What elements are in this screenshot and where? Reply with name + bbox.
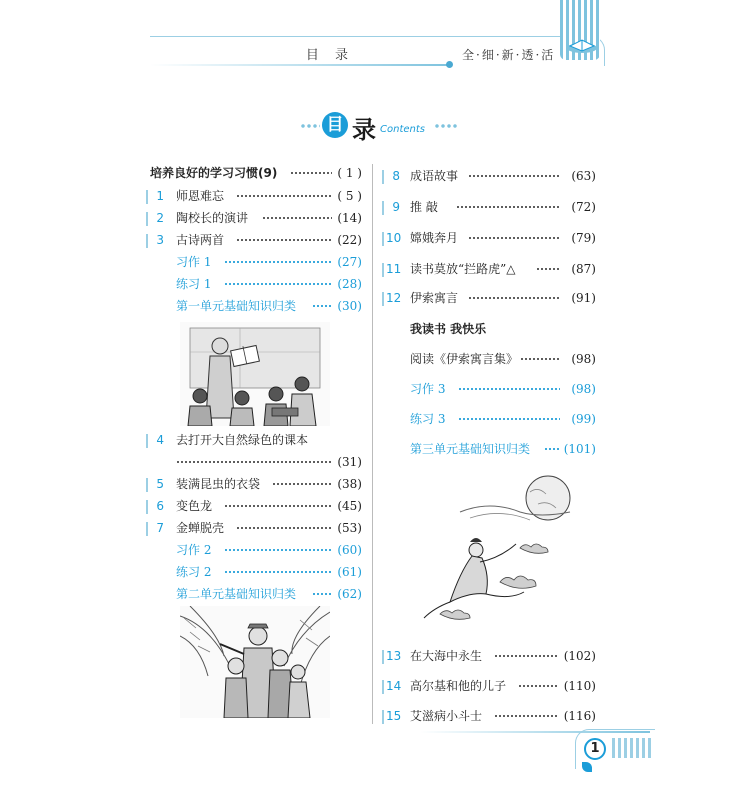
toc-entry-label: 练习 3 <box>410 412 446 426</box>
toc-entry-page: (45) <box>337 499 362 513</box>
toc-leader <box>468 228 560 248</box>
toc-entry-label: 金蝉脱壳 <box>176 521 225 535</box>
lesson-number: 9 <box>392 200 400 214</box>
toc-entry-page: (110) <box>563 679 596 693</box>
toc-entry-label: 推 敲 <box>410 200 438 214</box>
toc-entry-label: 练习 2 <box>176 565 212 579</box>
toc-entry-label: 伊索寓言 <box>410 291 459 305</box>
lesson-number: 1 <box>156 189 164 203</box>
toc-entry-page: (91) <box>571 291 596 305</box>
toc-entry-label: 阅读《伊索寓言集》 <box>410 352 519 366</box>
toc-leader <box>290 163 332 183</box>
toc-entry-label: 习作 1 <box>176 255 212 269</box>
toc-leader <box>236 186 332 206</box>
lesson-number: 6 <box>156 499 164 513</box>
toc-leader <box>272 474 332 494</box>
header-rule <box>150 64 450 66</box>
toc-entry[interactable] <box>386 676 596 696</box>
toc-leader <box>520 349 560 369</box>
toc-entry-label: 第三单元基础知识归类 <box>410 442 531 456</box>
title-dots-left <box>300 124 320 128</box>
toc-leader <box>224 540 332 560</box>
toc-leader <box>518 676 558 696</box>
toc-entry-label: 陶校长的演讲 <box>176 211 249 225</box>
toc-title-lu: 录 <box>352 116 376 144</box>
book-logo-icon <box>566 32 598 54</box>
toc-entry-page: (101) <box>563 442 596 456</box>
toc-entry[interactable] <box>386 288 596 308</box>
toc-entry[interactable] <box>150 562 362 582</box>
toc-entry-page: (53) <box>337 521 362 535</box>
toc-entry-page: (79) <box>571 231 596 245</box>
toc-entry-page: (22) <box>337 233 362 247</box>
toc-leader <box>494 706 558 726</box>
toc-entry-label: 读书莫放“拦路虎”△ <box>410 262 516 276</box>
toc-entry-label: 成语故事 <box>410 169 459 183</box>
toc-entry-page: (62) <box>337 587 362 601</box>
nature-explorers-illustration <box>180 606 330 718</box>
toc-entry-label: 第二单元基础知识归类 <box>176 587 297 601</box>
toc-entry-continuation[interactable] <box>150 452 362 472</box>
toc-title-mu: 目 <box>322 112 348 138</box>
toc-entry-label: 嫦娥奔月 <box>410 231 459 245</box>
toc-leader <box>458 409 560 429</box>
toc-leader <box>456 197 560 217</box>
toc-entry-page: (72) <box>571 200 596 214</box>
leaf-icon <box>582 762 592 772</box>
toc-entry[interactable] <box>150 540 362 560</box>
toc-entry[interactable] <box>150 584 362 604</box>
lesson-number: 15 <box>386 709 402 723</box>
toc-entry[interactable] <box>150 208 362 228</box>
lesson-number: 2 <box>156 211 164 225</box>
toc-entry-page: (28) <box>337 277 362 291</box>
footer-stripes <box>612 738 652 758</box>
toc-entry-label: 习作 2 <box>176 543 212 557</box>
toc-entry-page: (98) <box>571 352 596 366</box>
toc-entry[interactable] <box>150 296 362 316</box>
toc-entry[interactable] <box>386 439 596 459</box>
toc-leader <box>224 274 332 294</box>
toc-entry[interactable] <box>150 186 362 206</box>
toc-leader <box>468 166 560 186</box>
toc-entry[interactable] <box>386 197 596 217</box>
toc-entry-label: 古诗两首 <box>176 233 225 247</box>
toc-entry[interactable] <box>386 166 596 186</box>
reading-section-heading: 我读书 我快乐 <box>410 322 487 336</box>
header-title: 目 录 <box>305 48 355 63</box>
header-series-slogan: 全·细·新·透·活 <box>462 48 556 62</box>
toc-entry-label: 习作 3 <box>410 382 446 396</box>
toc-leader <box>312 584 332 604</box>
lesson-number: 7 <box>156 521 164 535</box>
column-divider <box>372 164 373 724</box>
toc-leader <box>262 208 332 228</box>
toc-entry[interactable] <box>150 163 362 183</box>
toc-entry[interactable] <box>386 228 596 248</box>
toc-entry[interactable] <box>150 496 362 516</box>
toc-entry-page: (99) <box>571 412 596 426</box>
toc-entry-page: (60) <box>337 543 362 557</box>
lesson-number: 3 <box>156 233 164 247</box>
page-number: 1 <box>584 738 606 760</box>
toc-entry-page: (30) <box>337 299 362 313</box>
toc-leader <box>458 379 560 399</box>
lesson-number: 5 <box>156 477 164 491</box>
toc-leader <box>494 646 558 666</box>
toc-entry-label: 练习 1 <box>176 277 212 291</box>
toc-entry[interactable] <box>386 409 596 429</box>
toc-entry[interactable] <box>150 518 362 538</box>
toc-entry-page: (31) <box>337 455 362 469</box>
title-dots-right <box>434 124 458 128</box>
toc-leader <box>176 452 332 472</box>
toc-leader <box>536 259 560 279</box>
toc-entry-label: 第一单元基础知识归类 <box>176 299 297 313</box>
lesson-number: 4 <box>156 433 164 447</box>
toc-entry-label: 变色龙 <box>176 499 213 513</box>
toc-leader <box>224 562 332 582</box>
toc-entry-page: ( 1 ) <box>337 166 362 180</box>
toc-entry[interactable] <box>386 349 596 369</box>
toc-entry-page: (61) <box>337 565 362 579</box>
toc-entry[interactable] <box>386 646 596 666</box>
toc-entry-label: 装满昆虫的衣袋 <box>176 477 261 491</box>
toc-entry-page: ( 5 ) <box>337 189 362 203</box>
teacher-classroom-illustration <box>180 322 330 426</box>
toc-leader <box>468 288 560 308</box>
toc-leader <box>224 252 332 272</box>
toc-leader <box>236 230 332 250</box>
toc-entry[interactable] <box>150 274 362 294</box>
toc-entry-page: (63) <box>571 169 596 183</box>
toc-entry[interactable] <box>386 259 596 279</box>
toc-entry-page: (27) <box>337 255 362 269</box>
toc-entry-label: 培养良好的学习习惯(9) <box>150 166 278 180</box>
toc-entry-page: (38) <box>337 477 362 491</box>
lesson-number: 13 <box>386 649 402 663</box>
lesson-number: 11 <box>386 262 402 276</box>
toc-entry-label: 去打开大自然绿色的课本 <box>176 433 309 447</box>
lesson-number: 14 <box>386 679 402 693</box>
toc-entry-page: (87) <box>571 262 596 276</box>
lesson-number: 12 <box>386 291 402 305</box>
toc-leader <box>236 518 332 538</box>
toc-entry-label: 在大海中永生 <box>410 649 483 663</box>
toc-entry-label: 艾滋病小斗士 <box>410 709 483 723</box>
toc-leader <box>224 496 332 516</box>
toc-entry[interactable] <box>150 252 362 272</box>
toc-entry[interactable] <box>150 474 362 494</box>
toc-entry[interactable] <box>150 430 362 450</box>
toc-title-contents: Contents <box>380 124 425 135</box>
toc-entry-label: 高尔基和他的儿子 <box>410 679 507 693</box>
change-moon-illustration <box>420 472 580 622</box>
toc-entry-page: (98) <box>571 382 596 396</box>
header-dot <box>446 61 453 68</box>
toc-entry[interactable] <box>386 706 596 726</box>
toc-entry-label: 师恩难忘 <box>176 189 225 203</box>
toc-entry-page: (102) <box>563 649 596 663</box>
lesson-number: 8 <box>392 169 400 183</box>
toc-leader <box>312 296 332 316</box>
toc-entry-page: (116) <box>563 709 596 723</box>
lesson-number: 10 <box>386 231 402 245</box>
toc-entry-page: (14) <box>337 211 362 225</box>
toc-entry[interactable] <box>150 230 362 250</box>
toc-entry[interactable] <box>386 379 596 399</box>
